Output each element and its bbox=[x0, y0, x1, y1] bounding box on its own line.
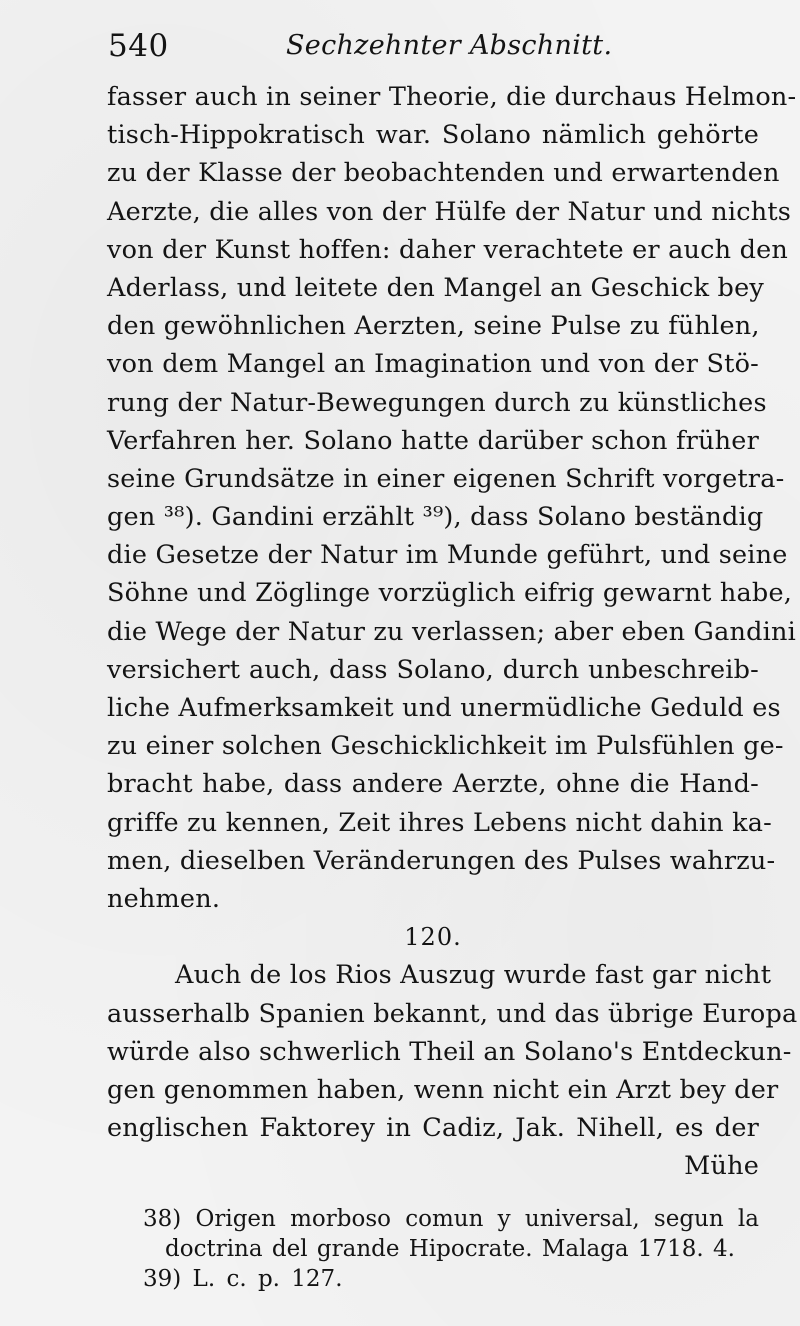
footnote-38: 38) Origen morboso comun y universal, segun la bbox=[143, 1206, 759, 1232]
text-line: englischen Faktorey in Cadiz, Jak. Nihell, es der bbox=[107, 1113, 759, 1144]
footnote-39: 39) L. c. p. 127. bbox=[143, 1266, 343, 1292]
text-line: rung der Natur-Bewegungen durch zu künstliches bbox=[107, 387, 767, 418]
page-number: 540 bbox=[108, 28, 169, 64]
text-line: die Wege der Natur zu verlassen; aber eben Gandini bbox=[107, 616, 796, 647]
footnote-38-continued: doctrina del grande Hipocrate. Malaga 1718. 4. bbox=[165, 1236, 735, 1262]
text-line: nehmen. bbox=[107, 883, 221, 914]
text-line: zu einer solchen Geschicklichkeit im Pulsfühlen ge- bbox=[107, 731, 784, 762]
text-line: ausserhalb Spanien bekannt, und das übrige Europa bbox=[107, 998, 798, 1029]
page-header bbox=[108, 22, 758, 72]
catchword: Mühe bbox=[684, 1151, 759, 1182]
footnotes bbox=[143, 1204, 759, 1294]
text-line: liche Aufmerksamkeit und unermüdliche Geduld es bbox=[107, 693, 781, 723]
text-line: Aerzte, die alles von der Hülfe der Natur und nichts bbox=[107, 196, 792, 227]
text-line: versichert auch, dass Solano, durch unbeschreib- bbox=[107, 654, 759, 685]
section-number: 120. bbox=[404, 923, 462, 952]
text-line: würde also schwerlich Theil an Solano's Entdeckun- bbox=[107, 1036, 792, 1067]
text-line: gen ³⁸). Gandini erzählt ³⁹), dass Solano beständig bbox=[107, 502, 764, 533]
text-line: Söhne und Zöglinge vorzüglich eifrig gewarnt habe, bbox=[107, 578, 793, 609]
text-line: den gewöhnlichen Aerzten, seine Pulse zu fühlen, bbox=[107, 311, 760, 342]
text-line: von dem Mangel an Imagination und von der Stö- bbox=[107, 349, 759, 380]
text-line: tisch-Hippokratisch war. Solano nämlich gehörte bbox=[107, 120, 759, 151]
text-line: Verfahren her. Solano hatte darüber schon früher bbox=[107, 425, 759, 456]
text-line: zu der Klasse der beobachtenden und erwartenden bbox=[107, 158, 780, 189]
text-line: von der Kunst hoffen: daher verachtete er auch den bbox=[107, 234, 789, 265]
text-line: griffe zu kennen, Zeit ihres Lebens nicht dahin ka- bbox=[107, 807, 772, 838]
text-line: Auch de los Rios Auszug wurde fast gar nicht bbox=[175, 960, 772, 991]
text-line: fasser auch in seiner Theorie, die durchaus Helmon- bbox=[107, 82, 797, 112]
text-line: gen genommen haben, wenn nicht ein Arzt bey der bbox=[107, 1074, 779, 1105]
running-head: Sechzehnter Abschnitt. bbox=[286, 30, 613, 61]
text-line: die Gesetze der Natur im Munde geführt, und seine bbox=[107, 540, 788, 571]
text-line: seine Grundsätze in einer eigenen Schrift vorgetra- bbox=[107, 463, 785, 494]
text-line: men, dieselben Veränderungen des Pulses wahrzu- bbox=[107, 845, 776, 876]
text-line: Aderlass, und leitete den Mangel an Geschick bey bbox=[107, 272, 764, 303]
body-text bbox=[107, 78, 798, 1185]
text-line: bracht habe, dass andere Aerzte, ohne die Hand- bbox=[107, 769, 759, 800]
